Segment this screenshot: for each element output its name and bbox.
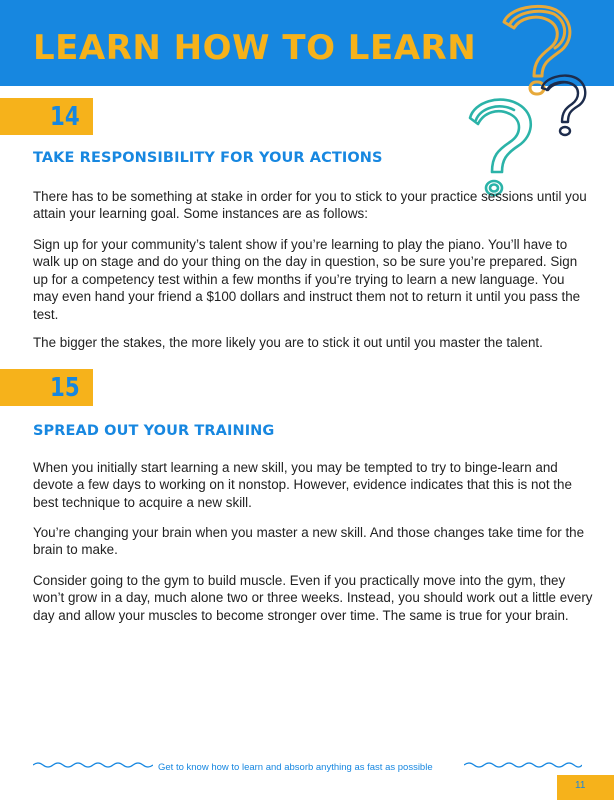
paragraph: When you initially start learning a new skill, you may be tempted to try to binge-learn and devote a few days to working on it nonstop. However, evidence indicates that this is not the best technique to acquire a new skill. [33, 460, 572, 510]
section-number: 15 [50, 373, 80, 403]
section-number-badge [0, 98, 93, 135]
paragraph: The bigger the stakes, the more likely you are to stick it out until you master the talent. [33, 335, 543, 350]
page-title: LEARN HOW TO LEARN [33, 28, 477, 68]
paragraph: You’re changing your brain when you master a new skill. And those changes take time for the brain to make. [33, 525, 585, 558]
section-heading: SPREAD OUT YOUR TRAINING [33, 423, 275, 439]
question-marks-icon [464, 0, 614, 215]
section-number-badge [0, 369, 93, 406]
footer-tagline: Get to know how to learn and absorb anything as fast as possible [158, 762, 433, 773]
paragraph: Consider going to the gym to build muscle. Even if you practically move into the gym, they won’t grow in a day, much alone two or three weeks. Instead, you should work out a little every day and allow your muscles to become stronger over time. The same is true for your brain. [33, 573, 593, 623]
page-number-badge [557, 775, 614, 800]
section-heading: TAKE RESPONSIBILITY FOR YOUR ACTIONS [33, 150, 383, 166]
section-number: 14 [50, 102, 80, 132]
paragraph: There has to be something at stake in order for you to stick to your practice sessions until you attain your learning goal. Some instances are as follows: [33, 189, 587, 222]
paragraph: Sign up for your community’s talent show if you’re learning to play the piano. You’ll have to walk up on stage and do your thing on the day in question, so be sure you’re prepared. Sign up for a competency test within a few months if you’re trying to learn a new language. You may even hand your friend a $100 dollars and instruct them not to return it until you pass the test. [33, 237, 581, 322]
page-number: 11 [575, 780, 586, 791]
footer-wave-left [33, 760, 153, 770]
footer-wave-right [464, 760, 582, 770]
